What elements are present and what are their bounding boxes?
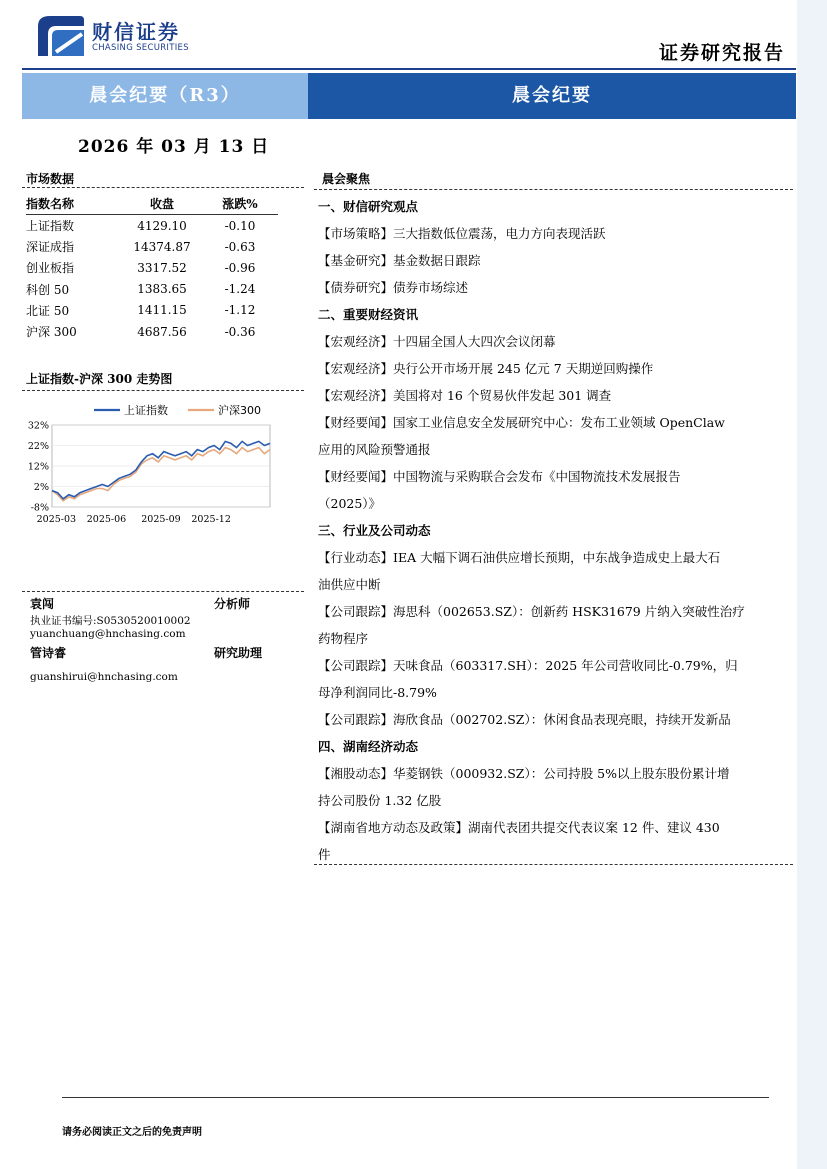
news-item: 【债券研究】债券市场综述: [318, 280, 469, 295]
news-item: 【财经要闻】中国物流与采购联合会发布《中国物流技术发展报告: [318, 469, 681, 484]
assistant-role: 研究助理: [214, 646, 263, 660]
x-tick-label: 2025-09: [141, 514, 181, 525]
table-row: [26, 236, 278, 257]
index-name: 沪深 300: [26, 325, 77, 340]
analyst-email: yuanchuang@hnchasing.com: [30, 628, 186, 640]
divider: [314, 189, 793, 190]
table-header-row: [26, 192, 278, 215]
index-name: 上证指数: [26, 215, 122, 237]
index-change: -1.24: [224, 282, 256, 297]
news-item: 【公司跟踪】天味食品（603317.SH）：2025 年公司营收同比-0.79%，归: [318, 658, 738, 673]
news-item: 【宏观经济】央行公开市场开展 245 亿元 7 天期逆回购操作: [318, 361, 654, 376]
cert-number: 执业证书编号:S0530520010002: [30, 615, 191, 627]
market-data-title: 市场数据: [26, 172, 75, 186]
y-tick-label: 2%: [33, 482, 49, 493]
divider: [22, 591, 304, 592]
index-close: 3317.52: [137, 260, 187, 275]
news-item: 【市场策略】三大指数低位震荡，电力方向表现活跃: [318, 226, 606, 241]
index-name: 科创 50: [26, 282, 70, 297]
news-item: 【公司跟踪】海欣食品（002702.SZ）：休闲食品表现亮眼，持续开发新品: [318, 712, 731, 727]
x-tick-label: 2025-03: [36, 514, 77, 525]
brand-name-cn: 财信证券: [92, 20, 180, 44]
index-change: -1.12: [224, 303, 256, 318]
legend-label: 沪深300: [218, 404, 261, 417]
report-date: 2026 年 03 月 13 日: [78, 137, 270, 157]
divider: [22, 390, 304, 391]
index-change: -0.36: [224, 324, 256, 339]
series-line-shanghai: [52, 441, 270, 498]
brand-logo-icon: [36, 12, 86, 58]
news-item: 【公司跟踪】海思科（002653.SZ）：创新药 HSK31679 片纳入突破性治疗: [318, 604, 745, 619]
news-heading: 四、湖南经济动态: [318, 739, 419, 754]
market-table: [26, 192, 278, 342]
news-item: 【基金研究】基金数据日跟踪: [318, 253, 481, 268]
index-change: -0.96: [224, 260, 256, 275]
index-close: 1383.65: [137, 282, 187, 297]
divider: [22, 187, 304, 188]
news-heading: 一、财信研究观点: [318, 199, 419, 214]
assistant-name: 管诗睿: [30, 646, 67, 660]
y-tick-label: 22%: [27, 441, 49, 452]
disclaimer-note: 请务必阅读正文之后的免责声明: [62, 1127, 202, 1138]
y-tick-label: 32%: [27, 420, 49, 432]
news-item: 药物程序: [318, 631, 369, 646]
news-item: （2025）》: [318, 496, 382, 511]
news-item: 持公司股份 1.32 亿股: [318, 793, 442, 808]
header-rule: [22, 68, 796, 70]
index-change: -0.63: [224, 239, 256, 254]
y-tick-label: 12%: [27, 461, 49, 473]
news-heading: 二、重要财经资讯: [318, 307, 419, 322]
news-list: [318, 193, 788, 868]
divider: [314, 864, 793, 865]
band-left-title: 晨会纪要（R3）: [22, 73, 308, 119]
analyst-name: 袁闯: [30, 597, 55, 611]
table-row: [26, 257, 278, 278]
col-header: 涨跌%: [222, 196, 258, 211]
brand-name-en: CHASING SECURITIES: [92, 43, 189, 53]
news-item: 油供应中断: [318, 577, 381, 592]
index-close: 4687.56: [137, 324, 187, 339]
table-row: [26, 321, 278, 342]
table-row: [26, 279, 278, 300]
index-name: 北证 50: [26, 303, 70, 318]
news-item: 【宏观经济】十四届全国人大四次会议闭幕: [318, 334, 556, 349]
y-tick-label: -8%: [30, 502, 49, 514]
news-heading: 三、行业及公司动态: [318, 523, 431, 538]
footer-rule: [62, 1097, 769, 1098]
table-row: [26, 215, 278, 237]
x-tick-label: 2025-06: [86, 514, 127, 525]
news-item: 【行业动态】IEA 大幅下调石油供应增长预期，中东战争造成史上最大石: [318, 550, 721, 565]
news-item: 【湘股动态】华菱钢铁（000932.SZ）：公司持股 5%以上股东股份累计增: [318, 766, 730, 781]
analyst-role: 分析师: [214, 597, 251, 611]
index-name: 创业板指: [26, 261, 75, 276]
news-item: 应用的风险预警通报: [318, 442, 431, 457]
assistant-email: guanshirui@hnchasing.com: [30, 671, 178, 683]
index-change: -0.10: [202, 215, 278, 237]
x-tick-label: 2025-12: [191, 514, 231, 525]
report-type: 证券研究报告: [658, 42, 785, 64]
chart-title: 上证指数-沪深 300 走势图: [26, 372, 173, 386]
col-header: 指数名称: [26, 196, 75, 211]
trend-chart: [22, 397, 304, 532]
news-item: 件: [318, 847, 331, 862]
news-item: 【财经要闻】国家工业信息安全发展研究中心：发布工业领域 OpenClaw: [318, 415, 725, 430]
index-close: 4129.10: [122, 215, 202, 237]
right-margin-strip: [797, 0, 827, 1169]
index-close: 14374.87: [133, 239, 191, 254]
news-section-title: 晨会聚焦: [322, 172, 371, 186]
col-header: 收盘: [149, 196, 174, 211]
news-item: 【湖南省地方动态及政策】湖南代表团共提交代表议案 12 件、建议 430: [318, 820, 720, 835]
news-item: 母净利润同比-8.79%: [318, 685, 437, 700]
legend-label: 上证指数: [124, 404, 168, 417]
news-item: 【宏观经济】美国将对 16 个贸易伙伴发起 301 调查: [318, 388, 612, 403]
band-right-title: 晨会纪要: [308, 73, 796, 119]
index-close: 1411.15: [137, 303, 187, 318]
index-name: 深证成指: [26, 240, 75, 255]
table-row: [26, 300, 278, 321]
